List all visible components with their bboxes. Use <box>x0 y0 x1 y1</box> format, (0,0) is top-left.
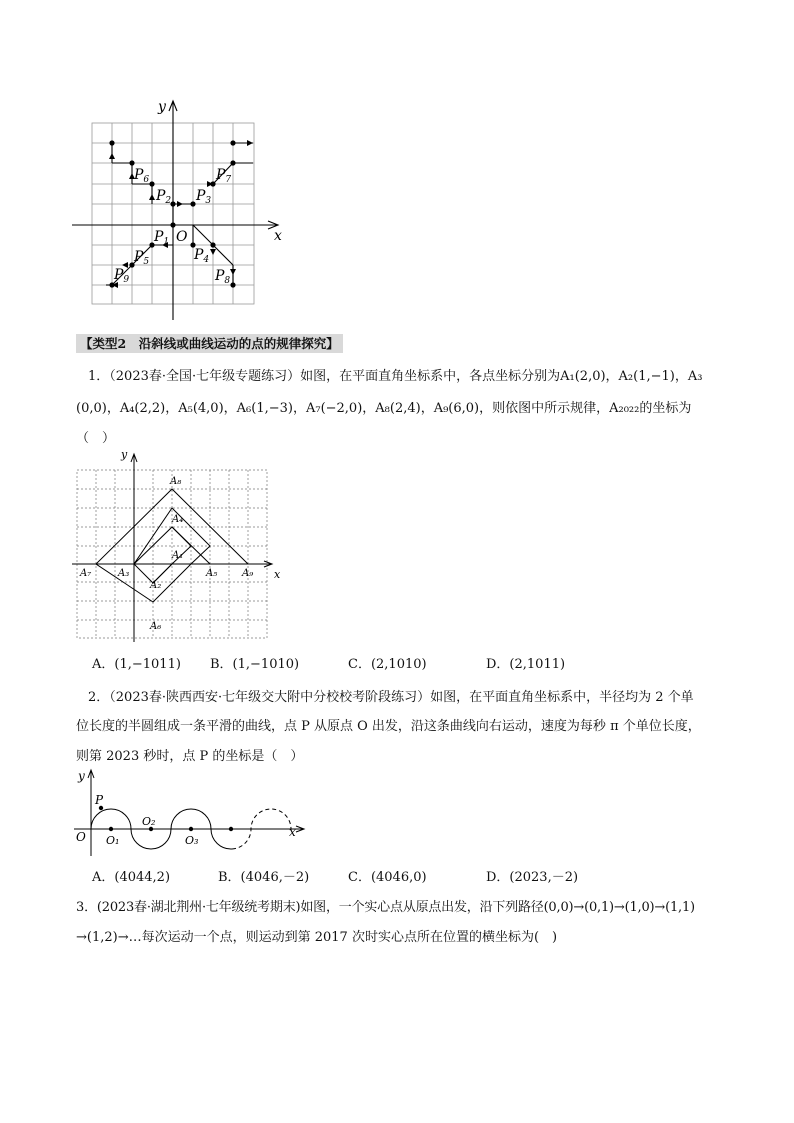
axis-x-label: x <box>274 568 281 581</box>
q2-text-line3: 则第 2023 秒时，点 P 的坐标是（ ） <box>76 749 304 764</box>
q3-text-line1: 3．(2023春·湖北荆州·七年级统考期末)如图，一个实心点从原点出发，沿下列路径(0,0)→(0,1)→(1,0)→(1,1) <box>76 900 695 915</box>
a6-label: A₆ <box>150 621 162 632</box>
q2-text-line2: 位长度的半圆组成一条平滑的曲线，点 P 从原点 O 出发，沿这条曲线向右运动，速度为每秒 π 个单位长度， <box>76 719 701 734</box>
q2-choice-b[interactable]: B．(4046,－2) <box>218 870 310 885</box>
figure-square-path <box>72 452 287 642</box>
point-label: $P_3$ <box>196 188 212 206</box>
q2-choice-a[interactable]: A．(4044,2) <box>92 870 171 885</box>
point-label: $P_6$ <box>134 167 150 185</box>
q1-choice-b[interactable]: B．(1,−1010) <box>210 657 300 672</box>
a9-label: A₉ <box>242 568 254 579</box>
figure-point-path <box>70 95 290 325</box>
figure-semicircle-curve <box>72 766 308 858</box>
p-label: P <box>95 793 104 807</box>
a4-label: A₄ <box>172 514 184 525</box>
q1-text-line1: 1．（2023春·全国·七年级专题练习）如图，在平面直角坐标系中，各点坐标分别为A₁(2,0)，A₂(1,−1)，A₃ <box>88 369 703 384</box>
q3-text-line2: →(1,2)→…每次运动一个点，则运动到第 2017 次时实心点所在位置的横坐标为( ) <box>76 930 558 945</box>
q2-choice-c[interactable]: C．(4046,0) <box>348 870 427 885</box>
o3-label: O₃ <box>185 834 199 847</box>
q1-choice-d[interactable]: D．(2,1011) <box>486 657 566 672</box>
point-label: $P_4$ <box>194 247 210 265</box>
point-label: $P_1$ <box>154 229 170 247</box>
o1-label: O₁ <box>106 834 120 847</box>
axis-y-label: y <box>121 452 128 461</box>
q2-text-line1: 2．（2023春·陕西西安·七年级交大附中分校校考阶段练习）如图，在平面直角坐标系中，半径均为 2 个单 <box>88 690 694 705</box>
axis-x-label: x <box>274 228 282 244</box>
point-label: $P_7$ <box>216 167 232 185</box>
q2-choice-d[interactable]: D．(2023,－2) <box>486 870 579 885</box>
o2-label: O₂ <box>142 815 156 828</box>
a3-label: A₃ <box>118 568 130 579</box>
point-label: $P_2$ <box>156 188 172 206</box>
a1-label: A₁ <box>172 550 184 561</box>
a7-label: A₇ <box>80 568 92 579</box>
section-header: 【类型2 沿斜线或曲线运动的点的规律探究】 <box>76 334 343 353</box>
point-label: $P_5$ <box>134 249 150 267</box>
point-label: $P_8$ <box>215 268 231 286</box>
a2-label: A₂ <box>150 580 162 591</box>
q1-text-line3: （ ） <box>76 431 116 446</box>
axis-y-label: y <box>78 769 85 783</box>
q1-choice-a[interactable]: A．(1,−1011) <box>92 657 181 672</box>
axis-y-label: y <box>158 99 166 115</box>
q1-text-line2: (0,0)，A₄(2,2)，A₅(4,0)，A₆(1,−3)，A₇(−2,0)，A₈(2,4)，A₉(6,0)，则依图中所示规律，A₂₀₂₂的坐标为 <box>76 401 692 416</box>
point-label: $P_9$ <box>114 267 130 285</box>
q1-choice-c[interactable]: C．(2,1010) <box>348 657 427 672</box>
origin-label: O <box>176 229 188 245</box>
origin-label: O <box>76 830 86 844</box>
a5-label: A₅ <box>206 568 218 579</box>
axis-x-label: x <box>289 825 296 839</box>
a8-label: A₈ <box>170 476 182 487</box>
